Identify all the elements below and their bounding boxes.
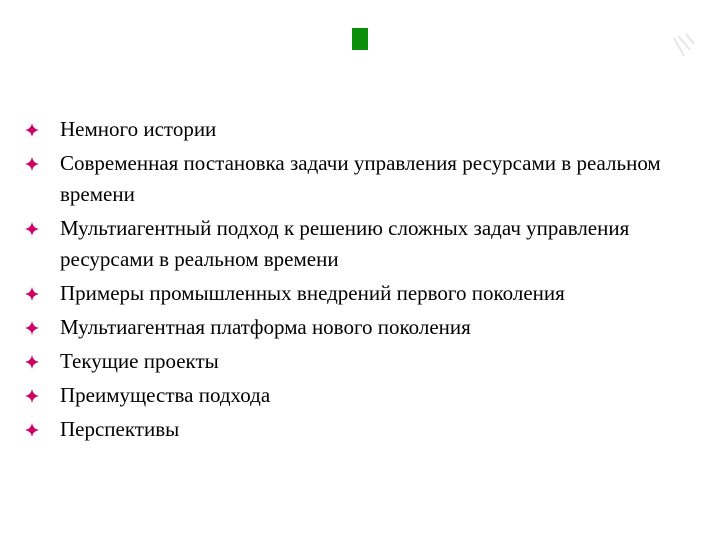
- diamond-bullet-icon: [24, 354, 40, 370]
- corner-logo-icon: [668, 30, 702, 64]
- diamond-bullet-icon: [24, 388, 40, 404]
- agenda-item: [20, 148, 680, 210]
- agenda-item: [20, 114, 680, 145]
- agenda-item: [20, 312, 680, 343]
- agenda-item-label: Текущие проекты: [60, 349, 219, 373]
- diamond-bullet-icon: [24, 422, 40, 438]
- agenda-item: [20, 380, 680, 411]
- agenda-item: [20, 278, 680, 309]
- diamond-bullet-icon: [24, 156, 40, 172]
- agenda-item-label: Преимущества подхода: [60, 383, 271, 407]
- agenda-item-label: Современная постановка задачи управления ресурсами в реальном времени: [60, 151, 661, 206]
- diamond-bullet-icon: [24, 286, 40, 302]
- agenda-item-label: Примеры промышленных внедрений первого поколения: [60, 281, 565, 305]
- title-marker: [352, 28, 368, 50]
- agenda-item-label: Мультиагентная платформа нового поколения: [60, 315, 471, 339]
- agenda-item: [20, 213, 680, 275]
- agenda-list: [20, 114, 680, 448]
- agenda-item: [20, 414, 680, 445]
- agenda-item-label: Перспективы: [60, 417, 180, 441]
- agenda-item: [20, 346, 680, 377]
- diamond-bullet-icon: [24, 221, 40, 237]
- diamond-bullet-icon: [24, 320, 40, 336]
- agenda-item-label: Мультиагентный подход к решению сложных задач управления ресурсами в реальном времени: [60, 216, 630, 271]
- agenda-item-label: Немного истории: [60, 117, 217, 141]
- diamond-bullet-icon: [24, 122, 40, 138]
